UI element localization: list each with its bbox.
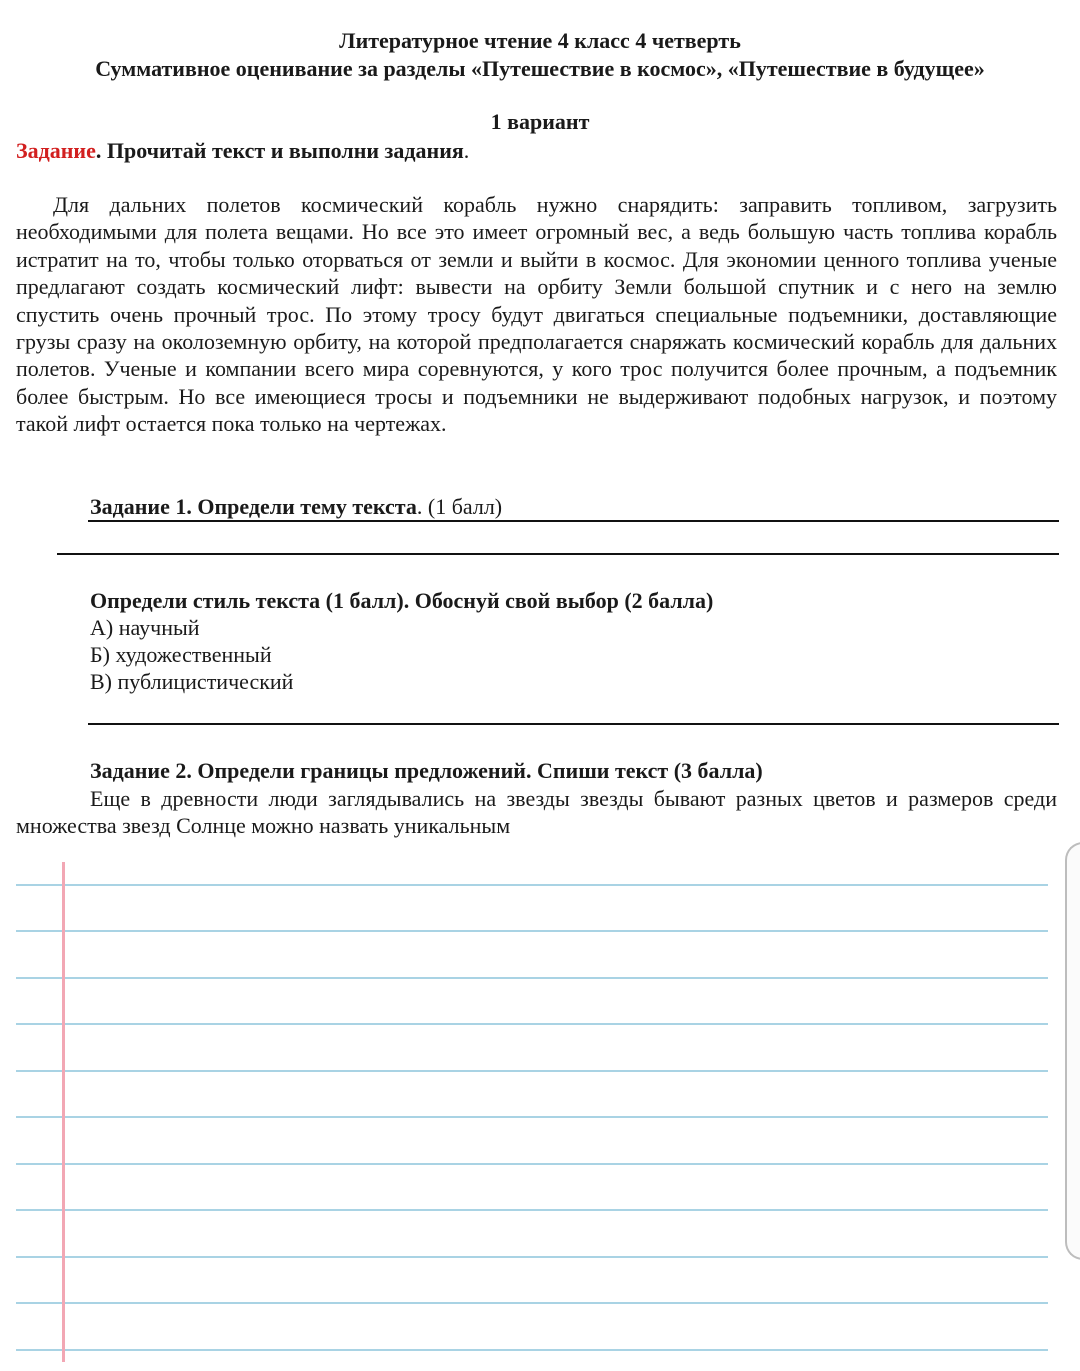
reading-text: Для дальних полетов космический корабль нужно снарядить: заправить топливом, загрузить необходимыми для полета вещами. Но все это имеет огромный вес, а ведь большую часть топлива корабль истратит на то, чтобы только оторваться от земли и выйти в космос. Для экономии ценного топлива ученые предлагают создать космический лифт: вывести на орбиту Земли большой спутник и с него на землю спустить очень прочный трос. По этому тросу будут двигаться специальные подъемники, доставляющие грузы сразу на околоземную орбиту, на которой предполагается снаряжать космический корабль для дальних полетов. Ученые и компании всего мира соревнуются, у кого трос получится более прочным, а подъемник более быстрым. Но все имеющиеся тросы и подъемники не выдерживают подобных нагрузок, и поэтому такой лифт остается пока только на чертежах. bbox=[16, 192, 1057, 437]
writing-line bbox=[16, 1349, 1048, 1351]
variant-label: 1 вариант bbox=[490, 109, 590, 134]
task-intro-label: Задание bbox=[16, 138, 96, 163]
task1-heading-end: . (1 балл) bbox=[416, 494, 503, 519]
answer-line-3[interactable] bbox=[88, 723, 1059, 725]
task-intro-text: . Прочитай текст и выполни задания bbox=[95, 138, 464, 163]
task1-heading bbox=[90, 493, 502, 520]
writing-line bbox=[16, 1302, 1048, 1304]
writing-line bbox=[16, 977, 1048, 979]
answer-line-2[interactable] bbox=[57, 553, 1059, 555]
option-a: А) научный bbox=[90, 615, 200, 640]
writing-line bbox=[16, 930, 1048, 932]
margin-line bbox=[62, 862, 65, 1362]
writing-line bbox=[16, 1023, 1048, 1025]
option-c: В) публицистический bbox=[90, 669, 294, 694]
task2-heading: Задание 2. Определи границы предложений. Спиши текст (3 балла) bbox=[90, 758, 763, 783]
option-b: Б) художественный bbox=[90, 642, 272, 667]
worksheet-subtitle: Суммативное оценивание за разделы «Путешествие в космос», «Путешествие в будущее» bbox=[95, 56, 985, 81]
task1-heading-text: Задание 1. Определи тему текста bbox=[90, 494, 417, 519]
side-panel-handle[interactable] bbox=[1065, 842, 1080, 1260]
style-question-heading: Определи стиль текста (1 балл). Обоснуй свой выбор (2 балла) bbox=[90, 588, 714, 613]
task-intro-end: . bbox=[463, 138, 470, 163]
writing-line bbox=[16, 1163, 1048, 1165]
task2-text: Еще в древности люди заглядывались на звезды звезды бывают разных цветов и размеров среди множества звезд Солнце можно назвать уникальным bbox=[16, 786, 1057, 839]
lined-writing-area[interactable] bbox=[16, 862, 1048, 1371]
writing-line bbox=[16, 884, 1048, 886]
task-intro bbox=[16, 137, 469, 164]
writing-line bbox=[16, 1070, 1048, 1072]
writing-line bbox=[16, 1116, 1048, 1118]
worksheet-title: Литературное чтение 4 класс 4 четверть bbox=[339, 28, 741, 53]
writing-line bbox=[16, 1256, 1048, 1258]
writing-line bbox=[16, 1209, 1048, 1211]
answer-line-1[interactable] bbox=[88, 520, 1059, 522]
